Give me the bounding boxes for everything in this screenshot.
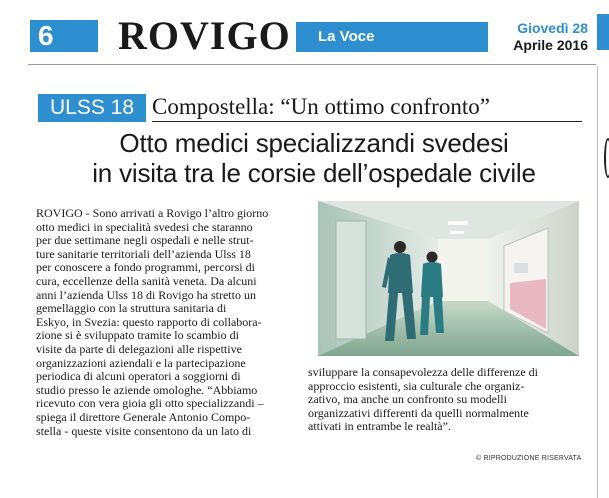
article-photo-hospital-corridor [318, 201, 579, 356]
article-headline [40, 128, 588, 188]
page-number: 6 [30, 20, 98, 52]
adjacent-article-glyph [604, 138, 609, 178]
body-line: zione si è sviluppato tramite lo scambio di [36, 328, 239, 343]
body-line: gemellaggio con la struttura sanitaria di [36, 301, 227, 316]
issue-date-month-year: Aprile 2016 [513, 37, 588, 53]
kicker-underline [152, 121, 582, 122]
body-line: spiega il direttore Generale Antonio Compo- [36, 409, 251, 424]
body-line: zativo, ma anche un confronto su modelli [308, 392, 507, 407]
issue-date-day: Giovedì 28 [517, 20, 588, 36]
body-line: ricevuto con vera gioia gli otto specializzandi – [36, 396, 264, 411]
issue-date [492, 20, 588, 54]
body-line: otto medici in specialità svedesi che staranno [36, 219, 253, 234]
body-line: per due settimane negli ospedali e nelle strut- [36, 233, 254, 248]
article-kicker: Compostella: “Un ottimo confronto” [152, 94, 490, 119]
body-line: anni l’azienda Ulss 18 di Rovigo ha stretto un [36, 287, 256, 302]
body-line: per conoscere a fondo programmi, percorsi di [36, 260, 255, 275]
adjacent-article-edge [597, 66, 609, 498]
body-line: organizzativi differenti da quelli normalmente [308, 405, 529, 420]
body-line: studio presso le aziende omologhe. “Abbiamo [36, 382, 258, 397]
body-line: ROVIGO - Sono arrivati a Rovigo l’altro giorno [36, 206, 269, 220]
section-label: La Voce [296, 22, 488, 52]
article-body-left-column [36, 207, 298, 438]
body-line: Eskyo, in Svezia: questo rapporto di collabora- [36, 314, 262, 329]
headline-line: Otto medici specializzandi svedesi [119, 128, 509, 158]
headline-line: in visita tra le corsie dell’ospedale civile [92, 158, 536, 188]
body-line: attivati in entrambe le realtà”. [308, 419, 451, 434]
masthead-divider [28, 64, 596, 65]
body-line: stella - queste visite consentono da un lato di [36, 423, 252, 438]
photo-illustration [318, 201, 579, 356]
article-tag: ULSS 18 [38, 94, 146, 122]
masthead-accent-bar [597, 14, 609, 50]
body-line: periodica di alcuni operatori a soggiorni di [36, 369, 241, 384]
article-body-right-column [308, 366, 580, 434]
body-line: ture sanitarie territoriali dell’azienda Ulss 18 [36, 246, 251, 261]
page-city-title: ROVIGO [118, 13, 291, 58]
body-line: visite da parte di delegazioni alle rispettive [36, 341, 242, 356]
body-line: cura, eccellenze della sanità veneta. Da alcuni [36, 273, 257, 288]
body-line: approccio esistenti, sia culturale che organiz- [308, 378, 525, 393]
body-line: organizzazioni aziendali e la partecipazione [36, 355, 246, 370]
body-line: sviluppare la consapevolezza delle differenze di [308, 365, 538, 379]
copyright-notice: © RIPRODUZIONE RISERVATA [476, 455, 582, 462]
